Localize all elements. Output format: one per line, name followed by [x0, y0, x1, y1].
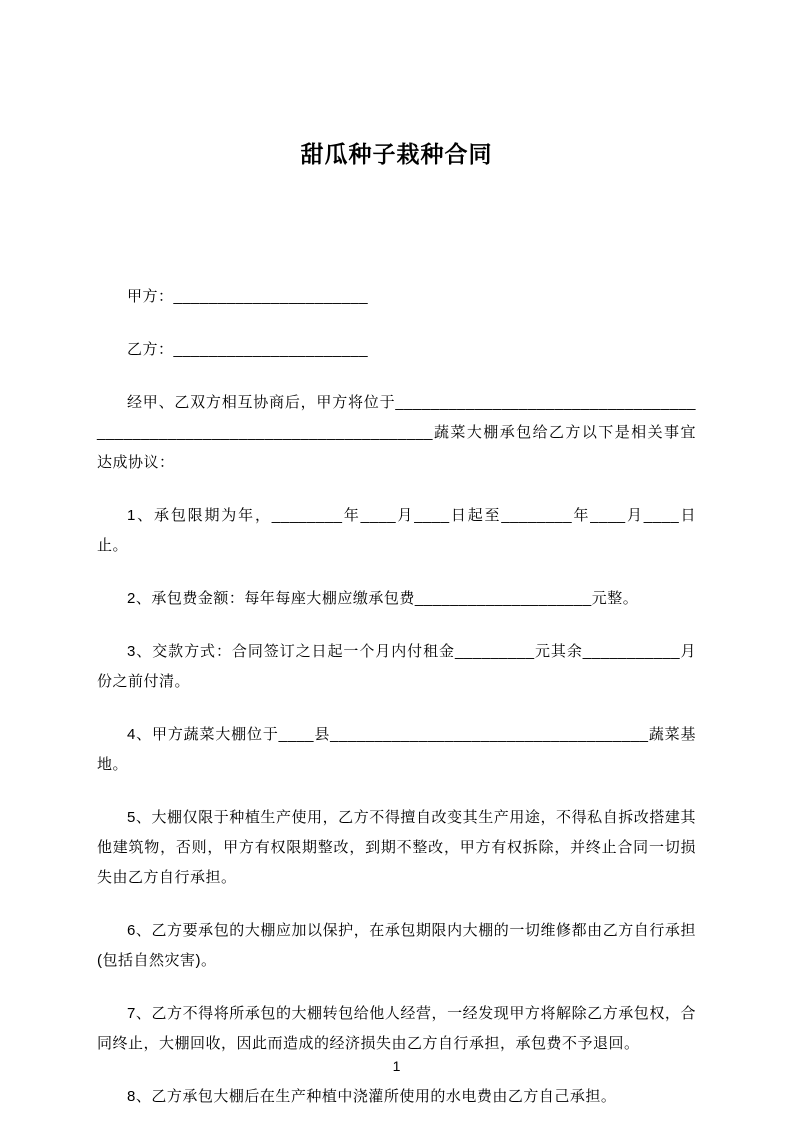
clause-4: 4、甲方蔬菜大棚位于____县____________________________________蔬菜基地。 — [97, 725, 696, 773]
clause-8: 8、乙方承包大棚后在生产种植中浇灌所使用的水电费由乙方自己承担。 — [127, 1087, 617, 1105]
clause-3: 3、交款方式：合同签订之日起一个月内付租金_________元其余___________月份之前付清。 — [97, 642, 696, 690]
clause-6: 6、乙方要承包的大棚应加以保护，在承包期限内大棚的一切维修都由乙方自行承担(包括自然灾害)。 — [97, 921, 696, 969]
party-a-line: 甲方：______________________ — [127, 287, 369, 305]
clause-2: 2、承包费金额：每年每座大棚应缴承包费____________________元整。 — [127, 589, 639, 607]
clause-1: 1、承包限期为年，________年____月____日起至________年____月____日止。 — [97, 506, 696, 554]
preamble-paragraph: 经甲、乙双方相互协商后，甲方将位于________________________________________________________________________蔬菜大棚承包给乙方以下是相关事宜达成协议： — [97, 393, 696, 471]
party-b-line: 乙方：______________________ — [127, 340, 369, 358]
page-number: 1 — [392, 1058, 401, 1074]
document-body — [97, 282, 696, 1112]
clause-7: 7、乙方不得将所承包的大棚转包给他人经营，一经发现甲方将解除乙方承包权，合同终止，大棚回收，因此而造成的经济损失由乙方自行承担，承包费不予退回。 — [97, 1004, 696, 1052]
document-title: 甜瓜种子栽种合同 — [300, 141, 493, 167]
clause-5: 5、大棚仅限于种植生产使用，乙方不得擅自改变其生产用途，不得私自拆改搭建其他建筑物，否则，甲方有权限期整改，到期不整改，甲方有权拆除，并终止合同一切损失由乙方自行承担。 — [97, 808, 696, 886]
